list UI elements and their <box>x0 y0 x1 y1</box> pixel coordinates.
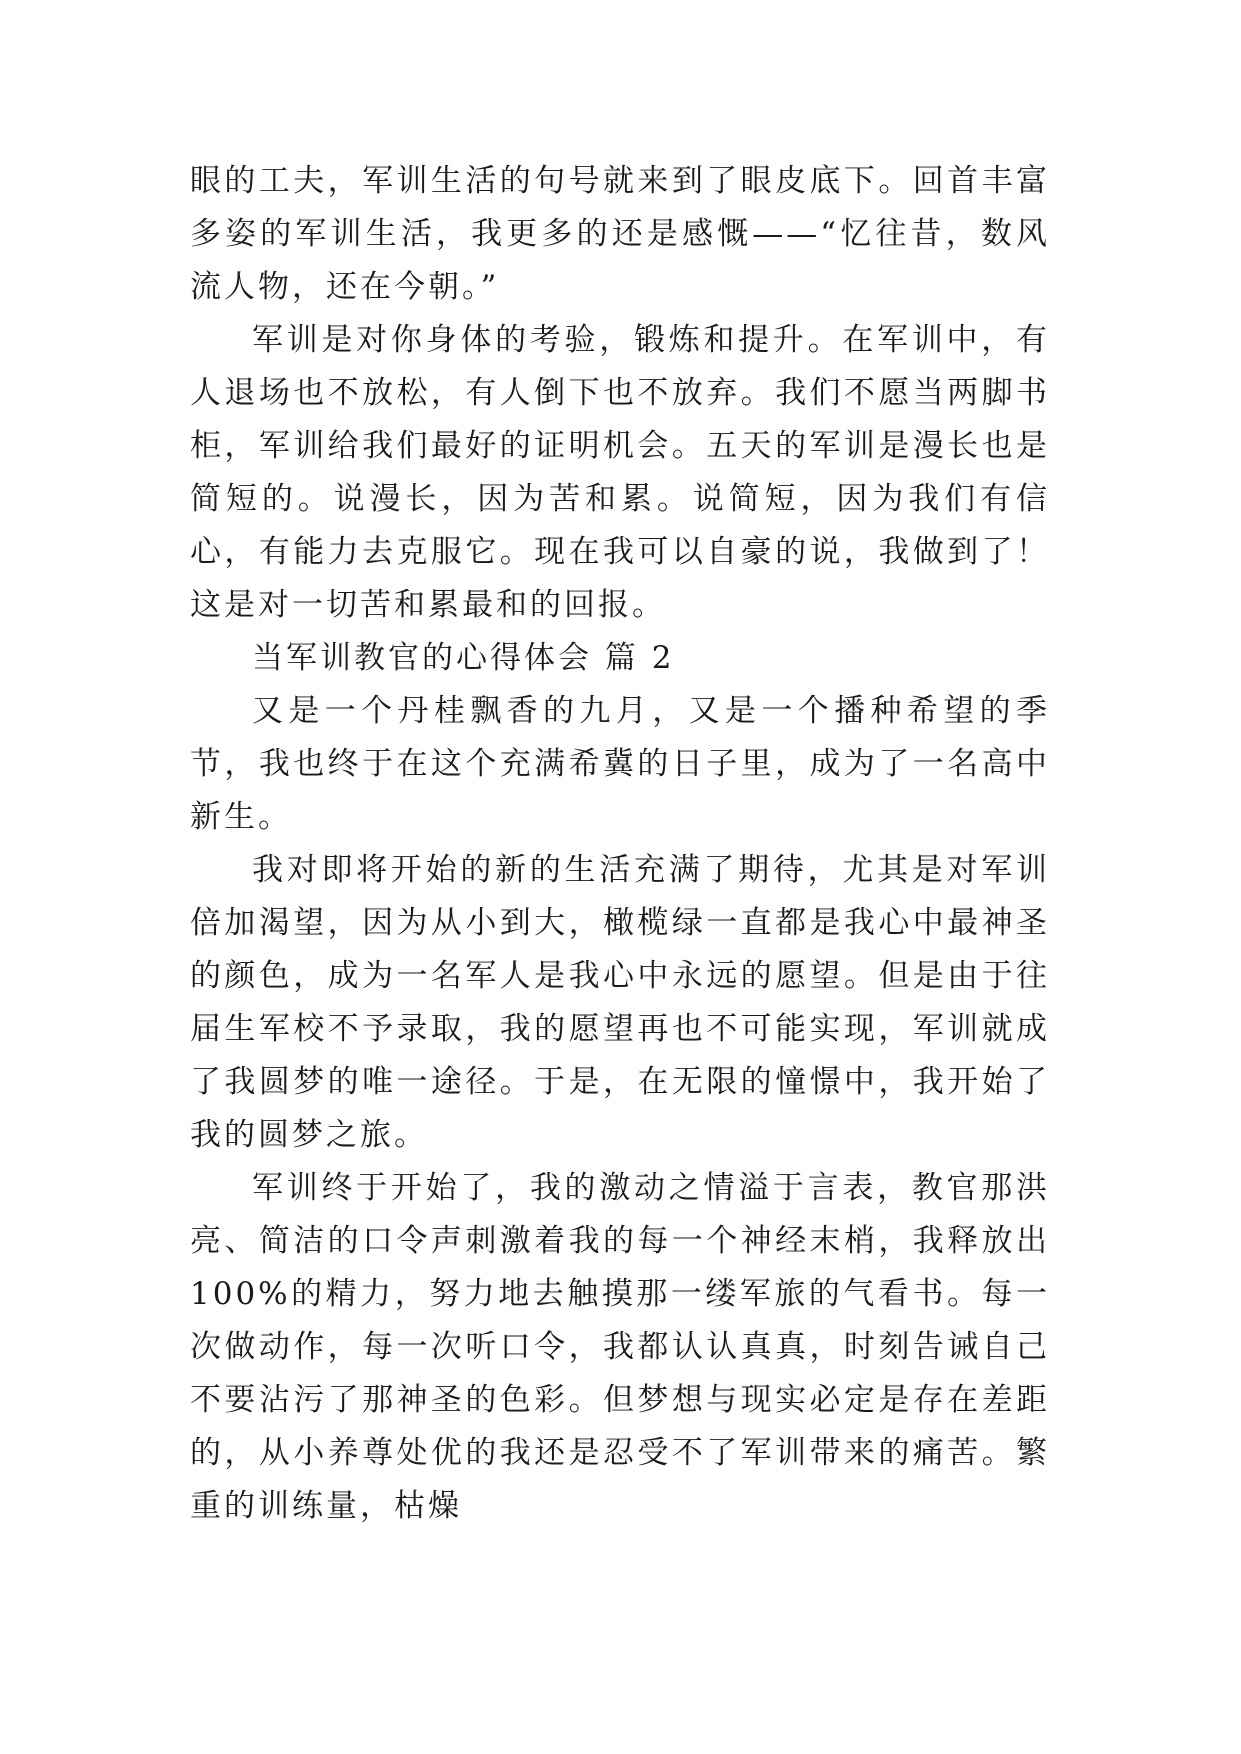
document-body <box>190 155 1050 1533</box>
paragraph-body: 军训是对你身体的考验，锻炼和提升。在军训中，有人退场也不放松，有人倒下也不放弃。我们不愿当两脚书柜，军训给我们最好的证明机会。五天的军训是漫长也是简短的。说漫长，因为苦和累。说简短，因为我们有信心，有能力去克服它。现在我可以自豪的说，我做到了！这是对一切苦和累最和的回报。 <box>190 322 1050 623</box>
paragraph-continuation: 眼的工夫，军训生活的句号就来到了眼皮底下。回首丰富多姿的军训生活，我更多的还是感慨——“忆往昔，数风流人物，还在今朝。” <box>190 163 1050 305</box>
paragraph-body: 我对即将开始的新的生活充满了期待，尤其是对军训倍加渴望，因为从小到大，橄榄绿一直都是我心中最神圣的颜色，成为一名军人是我心中永远的愿望。但是由于往届生军校不予录取，我的愿望再也不可能实现，军训就成了我圆梦的唯一途径。于是，在无限的憧憬中，我开始了我的圆梦之旅。 <box>190 852 1050 1153</box>
paragraph-body: 军训终于开始了，我的激动之情溢于言表，教官那洪亮、简洁的口令声刺激着我的每一个神经末梢，我释放出 100%的精力，努力地去触摸那一缕军旅的气看书。每一次做动作，每一次听口令，我都认认真真，时刻告诫自己不要沾污了那神圣的色彩。但梦想与现实必定是存在差距的，从小养尊处优的我还是忍受不了军训带来的痛苦。繁重的训练量，枯燥 <box>190 1170 1050 1524</box>
section-heading: 当军训教官的心得体会 篇 2 <box>252 640 675 676</box>
paragraph-body: 又是一个丹桂飘香的九月，又是一个播种希望的季节，我也终于在这个充满希冀的日子里，成为了一名高中新生。 <box>190 693 1050 835</box>
